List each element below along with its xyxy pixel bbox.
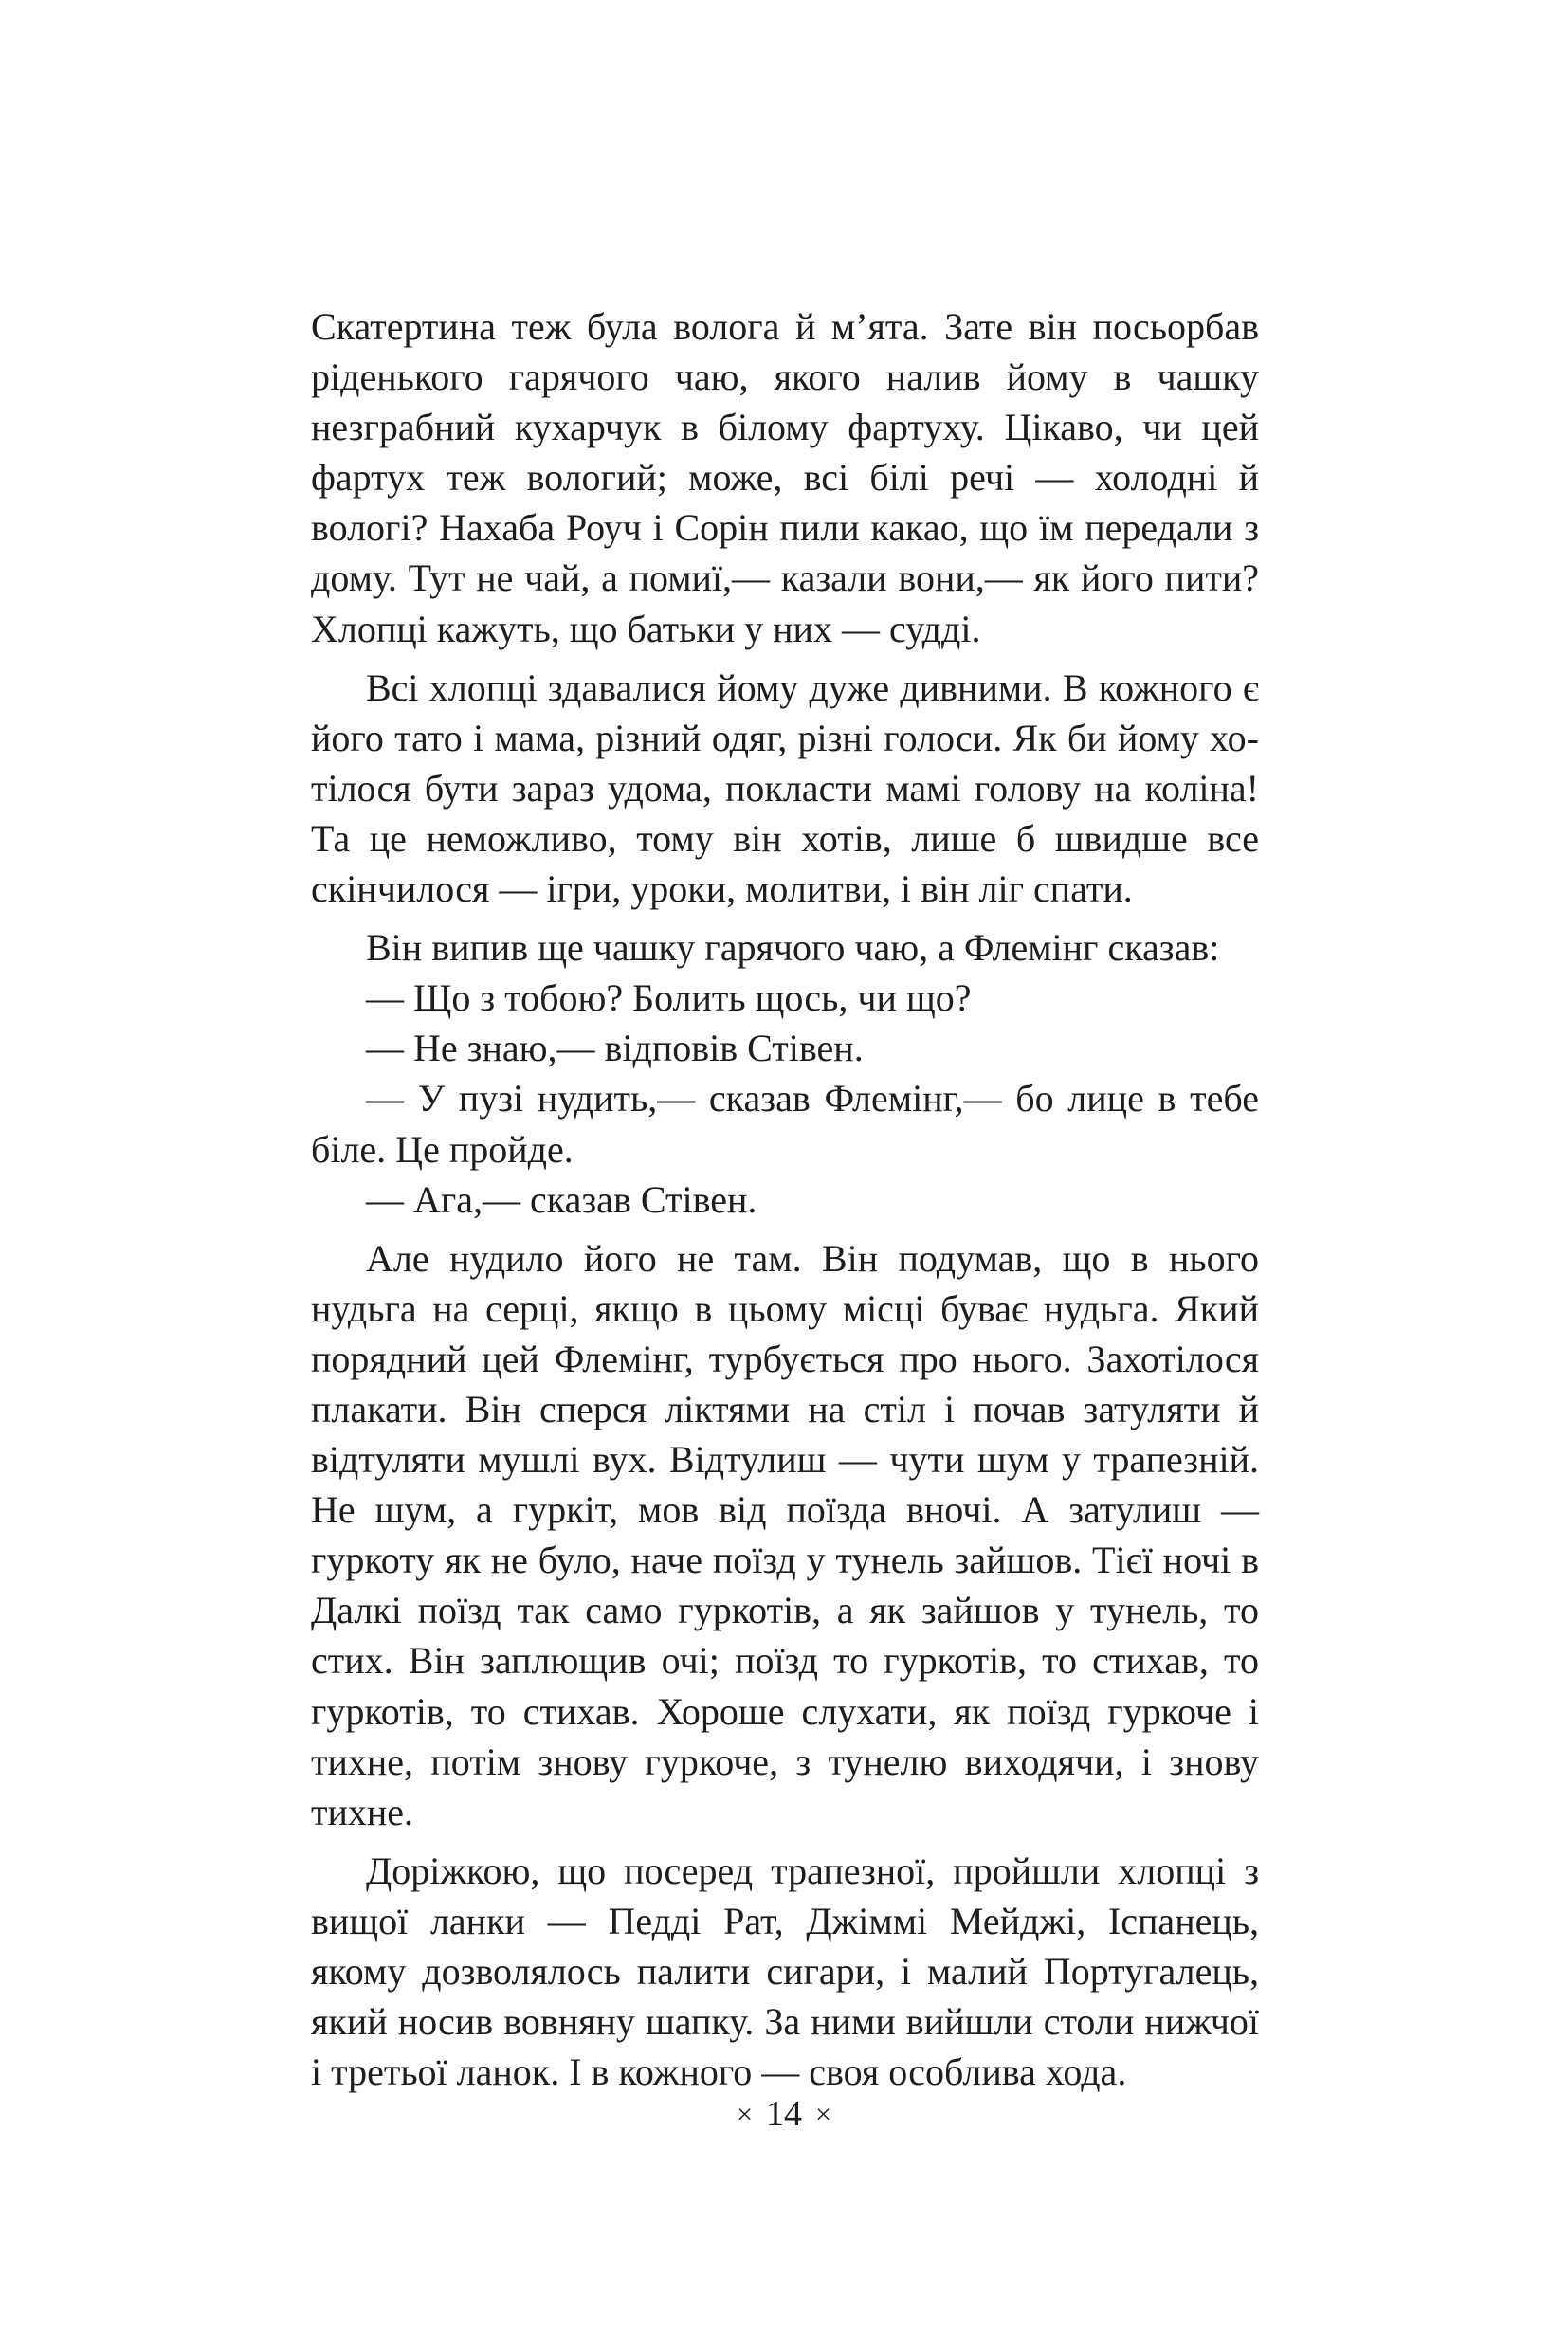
page-number: 14 [766,2094,802,2134]
paragraph: Доріжкою, що посеред трапезної, пройшли хлопці з вищої ланки — Педді Рат, Джіммі Мейджі, Іспанець, якому дозволялось палити сигари, і малий Португалець, який носив вовняну шапку. За ними вийшли столи нижчої і третьої ланок. І в кожного — своя особлива хода. [311,1849,1259,2094]
dialogue-line: — У пузі нудить,— сказав Флемінг,— бо лице в тебе біле. Це пройде. [311,1077,1259,1171]
paragraph: Скатертина теж була волога й м’ята. Зате він посьорбав ріденького гарячого чаю, якого налив йому в чашку незграбний кухарчук в білому фартуху. Цікаво, чи цей фартух теж вологий; може, всі білі речі — холодні й вологі? Нахаба Роуч і Сорін пили какао, що їм передали з дому. Тут не чай, а помиї,— казали вони,— як його пити? Хлопці кажуть, що батьки у них — судді. [311,305,1259,650]
body-text [311,301,1259,2097]
paragraph: Всі хлопці здавалися йому дуже дивними. В кожного є його тато і мама, різний одяг, різні голоси. Як би йому хотілося бути зараз удома, покласти мамі голову на коліна! Та це неможливо, тому він хотів, лише б швидше все скінчилося — ігри, уроки, молитви, і він ліг спати. [311,665,1259,911]
dialogue-line: — Ага,— сказав Стівен. [366,1177,757,1221]
page-number-footer [0,2093,1568,2135]
folio-ornament-left: × [737,2099,753,2130]
dialogue-line: — Що з тобою? Болить щось, чи що? [366,976,972,1020]
paragraph: Він випив ще чашку гарячого чаю, а Флемінг сказав: [366,926,1220,970]
folio-ornament-right: × [815,2099,831,2130]
dialogue-line: — Не знаю,— відповів Стівен. [366,1027,864,1070]
paragraph: Але нудило його не там. Він подумав, що в нього нудьга на серці, якщо в цьому місці буває нудьга. Який порядний цей Флемінг, турбується про нього. Захотілося плакати. Він сперся ліктями на стіл і почав затуляти й відтуляти мушлі вух. Відтулиш — чути шум у трапезній. Не шум, а гуркіт, мов від поїзда вночі. А затулиш — гуркоту як не було, наче поїзд у тунель зайшов. Тієї ночі в Далкі поїзд так само гуркотів, а як зайшов у тунель, то стих. Він заплющив очі; поїзд то гуркотів, то стихав, то гуркотів, то стихав. Хороше слухати, як поїзд гуркоче і тихне, потім знову гуркоче, з тунелю виходячи, і знову тихне. [311,1236,1259,1833]
